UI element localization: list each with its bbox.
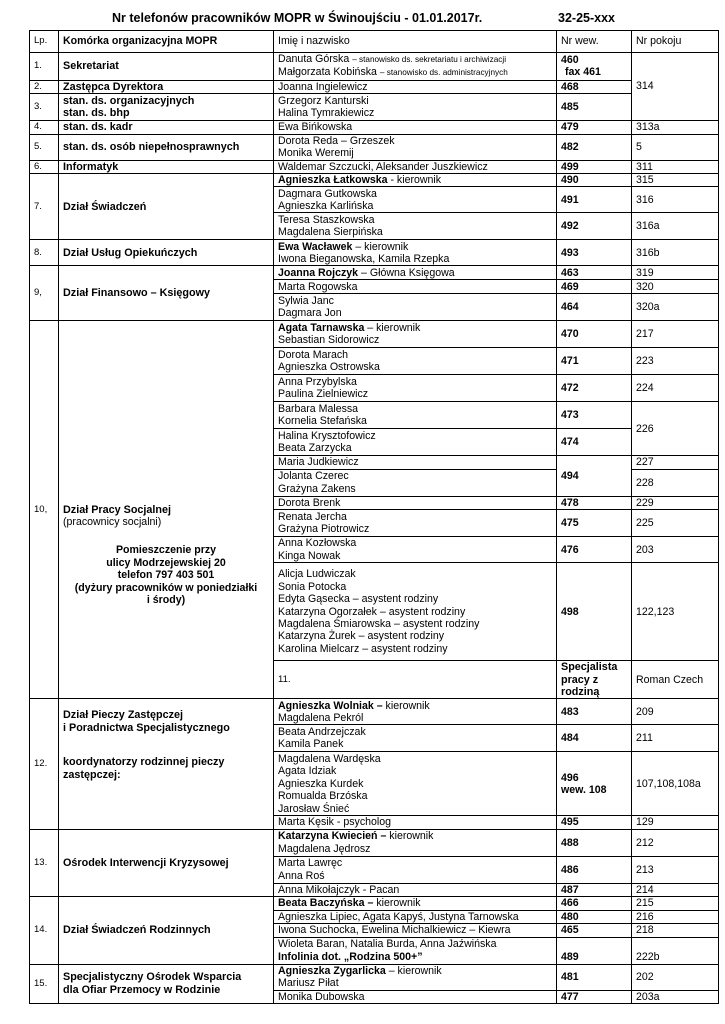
col-unit: Komórka organizacyjna MOPR bbox=[59, 31, 274, 53]
ext-cell: 476 bbox=[557, 537, 632, 563]
ext-cell: 498 bbox=[557, 563, 632, 661]
col-room: Nr pokoju bbox=[632, 31, 719, 53]
row-lp: 8. bbox=[30, 240, 59, 266]
unit-name: Sekretariat bbox=[59, 53, 274, 81]
table-row bbox=[30, 53, 719, 81]
unit-name: Zastępca Dyrektora bbox=[59, 80, 274, 93]
room-cell: 203 bbox=[632, 537, 719, 563]
room-cell: 315 bbox=[632, 174, 719, 187]
ext-cell: 466 bbox=[557, 897, 632, 910]
person-cell: Alicja Ludwiczak Sonia Potocka Edyta Gąsecka – asystent rodziny Katarzyna Ogorzałek – asystent rodziny Magdalena Śmiarowska – asystent rodziny Katarzyna Żurek – asystent rodziny Karolina Mielcarz – asystent rodziny bbox=[274, 563, 557, 661]
person-cell: Roman Czech bbox=[632, 661, 719, 699]
ext-cell: 471 bbox=[557, 348, 632, 375]
ext-cell: 475 bbox=[557, 510, 632, 537]
ext-cell: 468 bbox=[557, 80, 632, 93]
person-cell: Danuta Górska – stanowisko ds. sekretariatu i archiwizacji Małgorzata Kobińska – stanowisko ds. administracyjnych bbox=[274, 53, 557, 81]
person-cell: Katarzyna Kwiecień – kierownik Magdalena Jędrosz bbox=[274, 829, 557, 856]
ext-cell: 484 bbox=[557, 725, 632, 752]
row-lp: 13. bbox=[30, 829, 59, 896]
unit-name: Dział Usług Opiekuńczych bbox=[59, 240, 274, 266]
row-lp: 6. bbox=[30, 160, 59, 173]
person-cell: Grzegorz Kanturski Halina Tymrakiewicz bbox=[274, 94, 557, 121]
room-cell: 218 bbox=[632, 924, 719, 937]
ext-cell: 491 bbox=[557, 187, 632, 213]
room-cell: 226 bbox=[632, 402, 719, 456]
person-cell: Marta Kęsik - psycholog bbox=[274, 816, 557, 829]
person-cell: Iwona Suchocka, Ewelina Michalkiewicz – Kiewra bbox=[274, 924, 557, 937]
row-lp: 5. bbox=[30, 134, 59, 160]
table-row bbox=[30, 829, 719, 856]
row-lp: 4. bbox=[30, 121, 59, 134]
ext-cell: 494 bbox=[557, 456, 632, 496]
person-cell: Waldemar Szczucki, Aleksander Juszkiewicz bbox=[274, 160, 557, 173]
room-cell: 320a bbox=[632, 294, 719, 321]
room-cell: 209 bbox=[632, 699, 719, 725]
staff-phone-table bbox=[29, 30, 719, 1004]
room-cell: 203a bbox=[632, 990, 719, 1003]
ext-cell: 483 bbox=[557, 699, 632, 725]
row-lp: 9, bbox=[30, 266, 59, 321]
table-row bbox=[30, 266, 719, 280]
col-ext: Nr wew. bbox=[557, 31, 632, 53]
ext-cell: 486 bbox=[557, 856, 632, 883]
person-cell: Agnieszka Wolniak – kierownik Magdalena Pekról bbox=[274, 699, 557, 725]
room-cell: 214 bbox=[632, 883, 719, 896]
room-cell: 211 bbox=[632, 725, 719, 752]
room-cell: 202 bbox=[632, 964, 719, 990]
person-cell: Maria Judkiewicz bbox=[274, 456, 557, 469]
room-cell: 224 bbox=[632, 375, 719, 402]
room-cell: 313a bbox=[632, 121, 719, 134]
room-cell: 229 bbox=[632, 496, 719, 509]
person-cell: Anna Kozłowska Kinga Nowak bbox=[274, 537, 557, 563]
unit-name: Specjalistyczny Ośrodek Wsparcia dla Ofiar Przemocy w Rodzinie bbox=[59, 964, 274, 1003]
person-cell: Anna Przybylska Paulina Zielniewicz bbox=[274, 375, 557, 402]
ext-cell: 490 bbox=[557, 174, 632, 187]
ext-cell: 469 bbox=[557, 280, 632, 294]
ext-cell: 465 bbox=[557, 924, 632, 937]
table-row bbox=[30, 121, 719, 134]
ext-cell: 481 bbox=[557, 964, 632, 990]
person-cell: Teresa Staszkowska Magdalena Sierpińska bbox=[274, 213, 557, 240]
ext-cell: 482 bbox=[557, 134, 632, 160]
unit-name: Dział Pracy Socjalnej (pracownicy socjalni) Pomieszczenie przy ulicy Modrzejewskiej 20 telefon 797 403 501 (dyżury pracowników w poniedziałki i środy) bbox=[59, 321, 274, 699]
document-title: Nr telefonów pracowników MOPR w Świnoujściu - 01.01.2017r. bbox=[112, 11, 483, 25]
table-row bbox=[30, 699, 719, 725]
room-cell: 228 bbox=[632, 469, 719, 496]
room-cell: 314 bbox=[632, 53, 719, 121]
person-cell: Anna Mikołajczyk - Pacan bbox=[274, 883, 557, 896]
room-cell: 319 bbox=[632, 266, 719, 280]
ext-cell: 474 bbox=[557, 429, 632, 456]
ext-cell: 488 bbox=[557, 829, 632, 856]
person-cell: Beata Andrzejczak Kamila Panek bbox=[274, 725, 557, 752]
table-row bbox=[30, 160, 719, 173]
person-cell: Beata Baczyńska – kierownik bbox=[274, 897, 557, 910]
ext-cell: 496 wew. 108 bbox=[557, 752, 632, 816]
person-cell: Dorota Marach Agnieszka Ostrowska bbox=[274, 348, 557, 375]
ext-cell: 487 bbox=[557, 883, 632, 896]
ext-cell: 489 bbox=[557, 937, 632, 964]
person-cell: Ewa Wacławek – kierownik Iwona Bieganowska, Kamila Rzepka bbox=[274, 240, 557, 266]
room-cell: 222b bbox=[632, 937, 719, 964]
row-lp: 7. bbox=[30, 174, 59, 240]
ext-cell: 470 bbox=[557, 321, 632, 348]
unit-name: Specjalista pracy z rodziną bbox=[557, 661, 632, 699]
unit-name: stan. ds. kadr bbox=[59, 121, 274, 134]
unit-name: Dział Finansowo – Księgowy bbox=[59, 266, 274, 321]
ext-cell: 480 bbox=[557, 910, 632, 923]
table-row bbox=[30, 80, 719, 93]
unit-name: Dział Świadczeń Rodzinnych bbox=[59, 897, 274, 964]
ext-cell: 464 bbox=[557, 294, 632, 321]
ext-cell: 463 bbox=[557, 266, 632, 280]
row-lp: 14. bbox=[30, 897, 59, 964]
row-lp: 12. bbox=[30, 699, 59, 829]
room-cell: 320 bbox=[632, 280, 719, 294]
ext-cell: 493 bbox=[557, 240, 632, 266]
table-row bbox=[30, 321, 719, 348]
person-cell: Magdalena Wardęska Agata Idziak Agnieszka Kurdek Romualda Brzóska Jarosław Śnieć bbox=[274, 752, 557, 816]
room-cell: 129 bbox=[632, 816, 719, 829]
table-row bbox=[30, 897, 719, 910]
person-cell: Agnieszka Lipiec, Agata Kapyś, Justyna Tarnowska bbox=[274, 910, 557, 923]
row-lp: 11. bbox=[274, 661, 557, 699]
table-row bbox=[30, 240, 719, 266]
table-row bbox=[30, 134, 719, 160]
ext-cell: 460 fax 461 bbox=[557, 53, 632, 81]
col-name: Imię i nazwisko bbox=[274, 31, 557, 53]
room-cell: 122,123 bbox=[632, 563, 719, 661]
room-cell: 212 bbox=[632, 829, 719, 856]
person-cell: Sylwia Janc Dagmara Jon bbox=[274, 294, 557, 321]
person-cell: Joanna Rojczyk – Główna Księgowa bbox=[274, 266, 557, 280]
unit-name: Dział Świadczeń bbox=[59, 174, 274, 240]
table-header-row bbox=[30, 31, 719, 53]
person-cell: Wioleta Baran, Natalia Burda, Anna Jaźwińska Infolinia dot. „Rodzina 500+” bbox=[274, 937, 557, 964]
document-header bbox=[0, 10, 725, 28]
room-cell: 311 bbox=[632, 160, 719, 173]
unit-name: stan. ds. osób niepełnosprawnych bbox=[59, 134, 274, 160]
room-cell: 223 bbox=[632, 348, 719, 375]
room-cell: 215 bbox=[632, 897, 719, 910]
person-cell: Ewa Bińkowska bbox=[274, 121, 557, 134]
row-lp: 10, bbox=[30, 321, 59, 699]
table-row bbox=[30, 174, 719, 187]
person-cell: Joanna Ingielewicz bbox=[274, 80, 557, 93]
person-cell: Halina Krysztofowicz Beata Zarzycka bbox=[274, 429, 557, 456]
ext-cell: 472 bbox=[557, 375, 632, 402]
table-row bbox=[30, 964, 719, 990]
room-cell: 316b bbox=[632, 240, 719, 266]
person-cell: Renata Jercha Grażyna Piotrowicz bbox=[274, 510, 557, 537]
unit-name: Dział Pieczy Zastępczej i Poradnictwa Specjalistycznego koordynatorzy rodzinnej pieczy zastępczej: bbox=[59, 699, 274, 829]
person-cell: Agata Tarnawska – kierownik Sebastian Sidorowicz bbox=[274, 321, 557, 348]
room-cell: 217 bbox=[632, 321, 719, 348]
ext-cell: 499 bbox=[557, 160, 632, 173]
ext-cell: 492 bbox=[557, 213, 632, 240]
person-cell: Dorota Brenk bbox=[274, 496, 557, 509]
ext-cell: 477 bbox=[557, 990, 632, 1003]
person-cell: Jolanta Czerec Grażyna Zakens bbox=[274, 469, 557, 496]
room-cell: 5 bbox=[632, 134, 719, 160]
person-cell: Monika Dubowska bbox=[274, 990, 557, 1003]
person-cell: Dagmara Gutkowska Agnieszka Karlińska bbox=[274, 187, 557, 213]
room-cell: 316a bbox=[632, 213, 719, 240]
person-cell: Dorota Reda – Grzeszek Monika Weremij bbox=[274, 134, 557, 160]
room-cell: 316 bbox=[632, 187, 719, 213]
row-lp: 1. bbox=[30, 53, 59, 81]
room-cell: 216 bbox=[632, 910, 719, 923]
unit-name: Ośrodek Interwencji Kryzysowej bbox=[59, 829, 274, 896]
ext-cell: 479 bbox=[557, 121, 632, 134]
ext-cell: 478 bbox=[557, 496, 632, 509]
unit-name: stan. ds. organizacyjnych stan. ds. bhp bbox=[59, 94, 274, 121]
ext-cell: 485 bbox=[557, 94, 632, 121]
person-cell: Agnieszka Zygarlicka – kierownik Mariusz Piłat bbox=[274, 964, 557, 990]
row-lp: 2. bbox=[30, 80, 59, 93]
table-row bbox=[30, 94, 719, 121]
person-cell: Agnieszka Łatkowska - kierownik bbox=[274, 174, 557, 187]
unit-name: Informatyk bbox=[59, 160, 274, 173]
row-lp: 15. bbox=[30, 964, 59, 1003]
person-cell: Barbara Malessa Kornelia Stefańska bbox=[274, 402, 557, 429]
room-cell: 227 bbox=[632, 456, 719, 469]
person-cell: Marta Lawręc Anna Roś bbox=[274, 856, 557, 883]
row-lp: 3. bbox=[30, 94, 59, 121]
ext-cell: 473 bbox=[557, 402, 632, 429]
room-cell: 225 bbox=[632, 510, 719, 537]
room-cell: 213 bbox=[632, 856, 719, 883]
col-lp: Lp. bbox=[30, 31, 59, 53]
phone-prefix: 32-25-xxx bbox=[558, 11, 615, 25]
ext-cell: 495 bbox=[557, 816, 632, 829]
room-cell: 107,108,108a bbox=[632, 752, 719, 816]
person-cell: Marta Rogowska bbox=[274, 280, 557, 294]
